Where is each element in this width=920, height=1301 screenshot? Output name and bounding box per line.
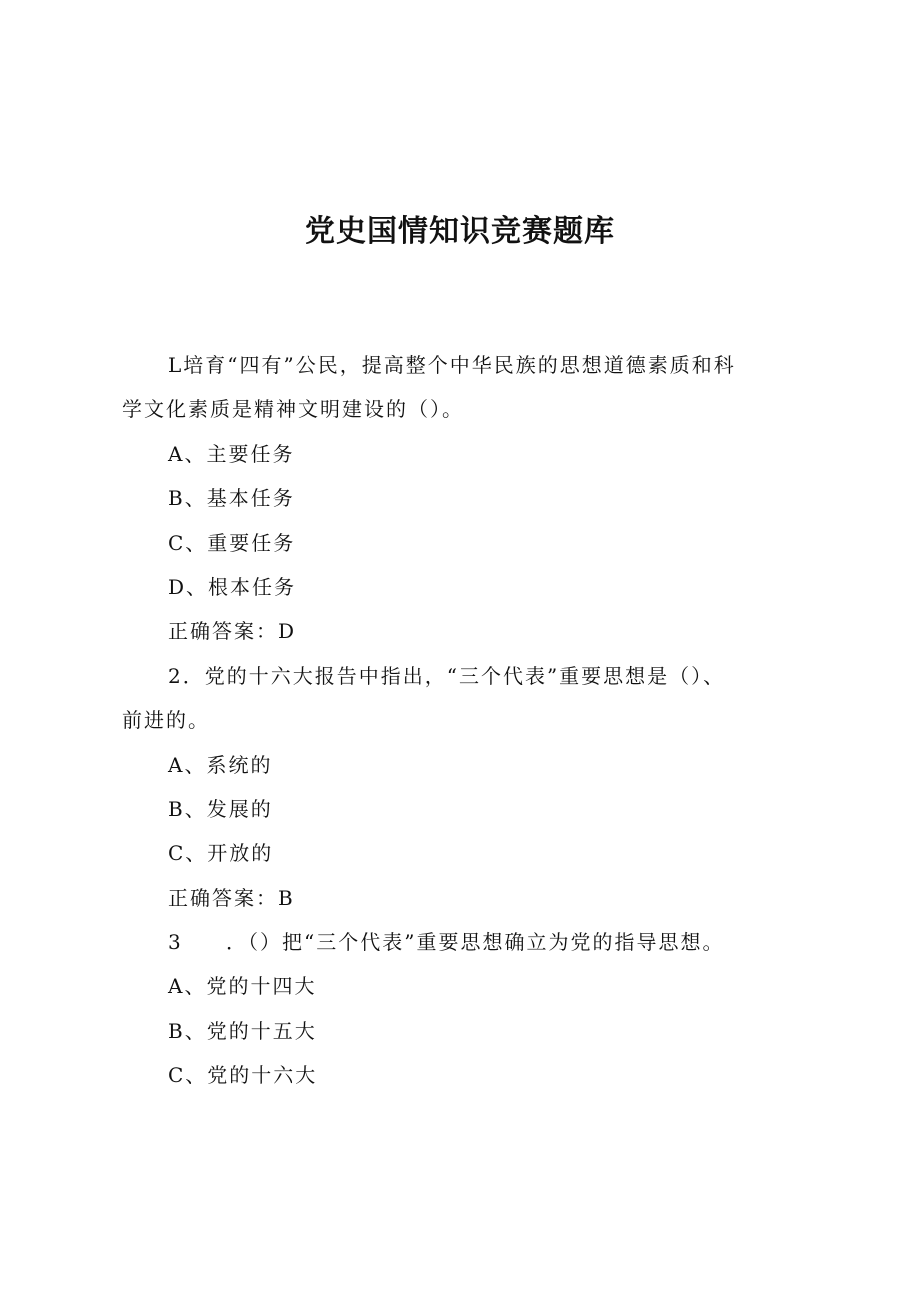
question-3-option-c: C、党的十六大 bbox=[168, 1063, 318, 1088]
question-3-option-b: B、党的十五大 bbox=[168, 1018, 317, 1043]
question-list bbox=[122, 343, 802, 1098]
question-2-answer: 正确答案：B bbox=[168, 885, 295, 910]
question-1-option-b: B、基本任务 bbox=[168, 486, 295, 511]
question-3-number: 3 bbox=[168, 930, 183, 955]
question-1-stem-line2: 学文化素质是精神文明建设的（）。 bbox=[122, 397, 464, 422]
question-1-option-d: D、根本任务 bbox=[168, 574, 297, 599]
question-2-option-a: A、系统的 bbox=[168, 752, 273, 777]
question-3-option-a: A、党的十四大 bbox=[168, 974, 317, 999]
question-2-option-c: C、开放的 bbox=[168, 841, 274, 866]
question-1-answer: 正确答案：D bbox=[168, 619, 297, 644]
question-1-option-a: A、主要任务 bbox=[168, 441, 295, 466]
question-1-option-c: C、重要任务 bbox=[168, 530, 296, 555]
question-3-stem bbox=[122, 920, 802, 964]
document-title: 党史国情知识竞赛题库 bbox=[305, 214, 615, 249]
question-2-option-b: B、发展的 bbox=[168, 796, 273, 821]
question-1-stem-line1: L培育“四有”公民，提高整个中华民族的思想道德素质和科 bbox=[168, 353, 736, 377]
question-2-stem-line1: 2．党的十六大报告中指出，“三个代表”重要思想是（）、 bbox=[168, 663, 726, 688]
question-3-stem-text: ．（）把“三个代表”重要思想确立为党的指导思想。 bbox=[226, 930, 725, 955]
question-2-stem-line2: 前进的。 bbox=[122, 708, 210, 733]
